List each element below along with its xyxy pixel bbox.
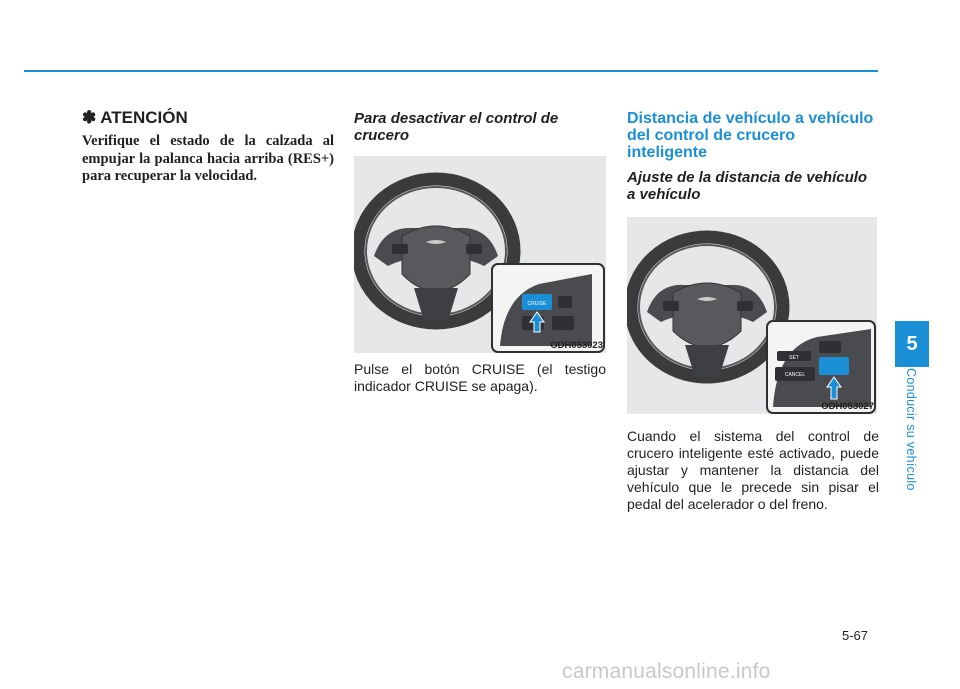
steering-wheel-illustration-2: [627, 217, 877, 414]
distance-section-title: Distancia de vehículo a vehículo del control de crucero inteligente: [627, 110, 874, 161]
watermark: carmanualsonline.info: [562, 660, 771, 683]
deactivate-column: [354, 110, 606, 395]
attention-column: [82, 108, 334, 186]
steering-wheel-figure-2: [627, 217, 877, 414]
chapter-tab[interactable]: 5: [895, 321, 929, 367]
attention-heading: [82, 108, 334, 128]
cancel-button-label: CANCEL: [784, 372, 806, 378]
attention-text: Verifique el estado de la calzada al empujar la palanca hacia arriba (RES+) para recuperar la velocidad.: [82, 133, 334, 184]
attention-title: ATENCIÓN: [100, 108, 188, 127]
steering-wheel-illustration: [354, 156, 606, 353]
attention-star-icon: ✽: [82, 108, 97, 127]
page-number: 5-67: [842, 628, 869, 643]
chapter-title: Conducir su vehículo: [904, 368, 918, 491]
distance-text: Cuando el sistema del control de crucero inteligente esté activado, puede ajustar y mantener la distancia del vehículo que le precede sin pisar el pedal del acelerador o del freno.: [627, 428, 879, 512]
deactivate-heading: Para desactivar el control de crucero: [354, 110, 559, 144]
steering-wheel-figure-1: [354, 156, 606, 353]
figure-code-1: ODH053023: [550, 340, 603, 351]
cruise-button-label: CRUISE: [527, 301, 547, 307]
top-rule: [24, 70, 878, 72]
chapter-title-vertical: [903, 368, 919, 508]
distance-adjust-heading: Ajuste de la distancia de vehículo a vehículo: [627, 169, 868, 203]
figure-code-2: ODH053027: [821, 401, 874, 412]
deactivate-text: Pulse el botón CRUISE (el testigo indicador CRUISE se apaga).: [354, 361, 606, 394]
distance-column: [627, 110, 879, 513]
set-button-label: SET: [789, 355, 799, 361]
